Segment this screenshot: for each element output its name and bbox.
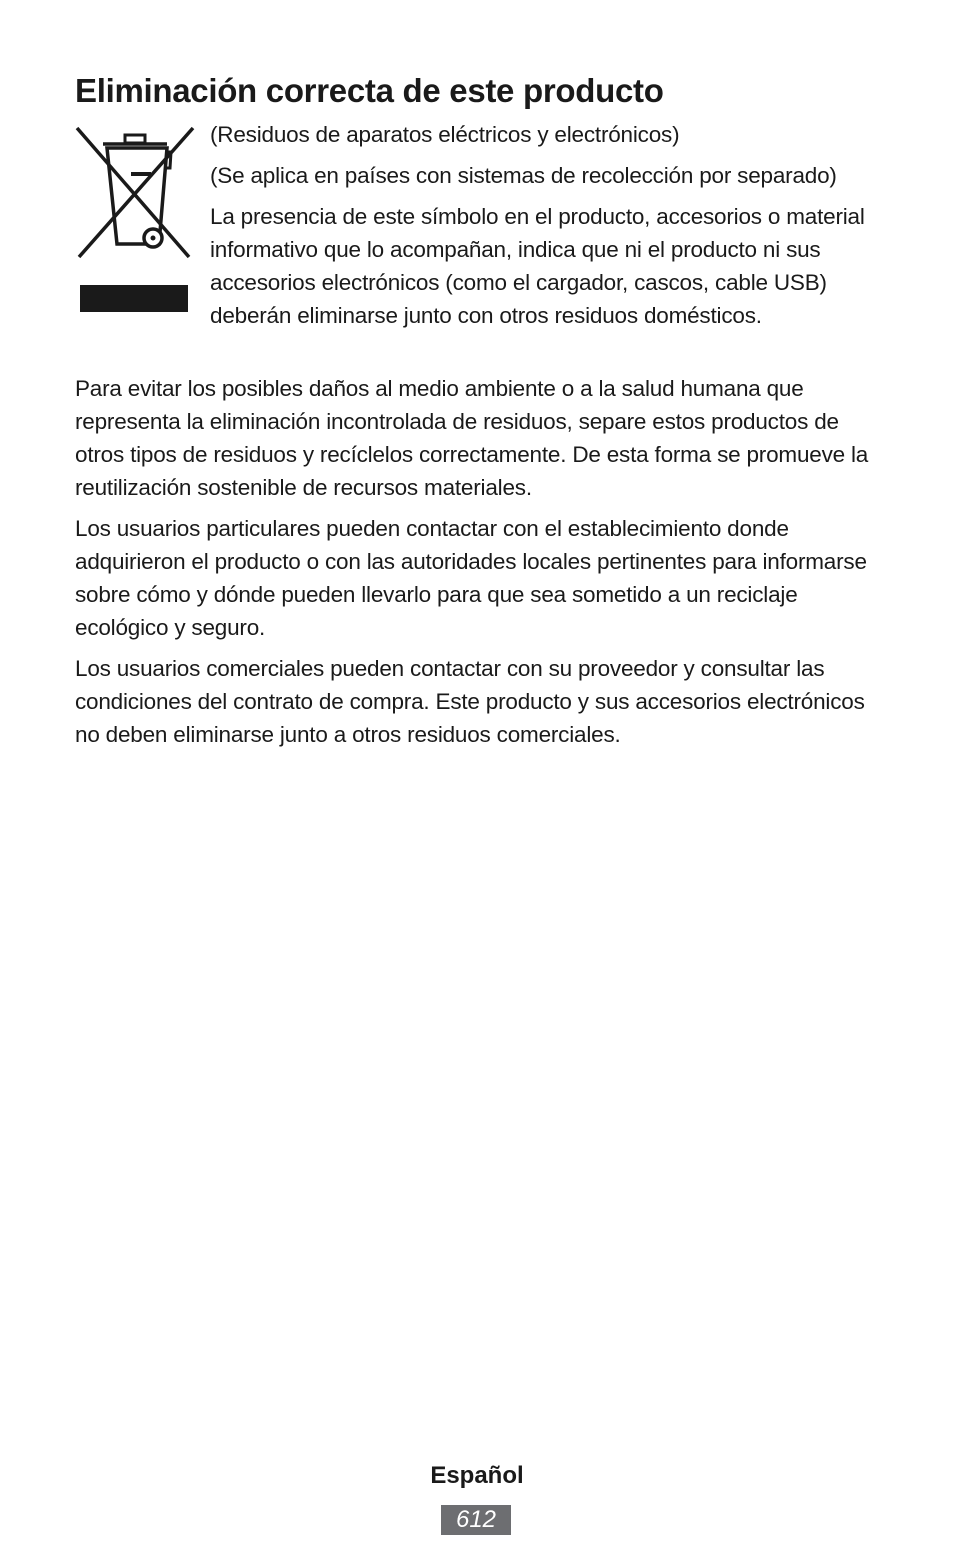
body-text (75, 372, 885, 759)
page-number-badge: 612 (441, 1505, 511, 1535)
page-title: Eliminación correcta de este producto (75, 72, 664, 109)
intro-paragraph: La presencia de este símbolo en el producto, accesorios o material informativo que lo acompañan, indica que ni el producto ni sus accesorios electrónicos (como el cargador, cascos, cable USB) deberán eliminarse junto con otros residuos domésticos. (210, 204, 865, 328)
intro-paragraph: (Residuos de aparatos eléctricos y electrónicos) (210, 122, 680, 147)
body-paragraph: Los usuarios comerciales pueden contactar con su proveedor y consultar las condiciones del contrato de compra. Este producto y sus accesorios electrónicos no deben eliminarse junto a otros residuos comerciales. (75, 656, 865, 747)
body-paragraph: Para evitar los posibles daños al medio ambiente o a la salud humana que representa la eliminación incontrolada de residuos, separe estos productos de otros tipos de residuos y recíclelos correctamente. De esta forma se promueve la reutilización sostenible de recursos materiales. (75, 376, 869, 500)
intro-paragraph: (Se aplica en países con sistemas de recolección por separado) (210, 163, 837, 188)
body-paragraph: Los usuarios particulares pueden contactar con el establecimiento donde adquirieron el producto o con las autoridades locales pertinentes para informarse sobre cómo y dónde pueden llevarlo para que sea sometido a un reciclaje ecológico y seguro. (75, 516, 867, 640)
intro-text (210, 118, 880, 340)
footer-language: Español (430, 1462, 524, 1489)
crossed-out-wheelie-bin-icon (73, 124, 197, 314)
